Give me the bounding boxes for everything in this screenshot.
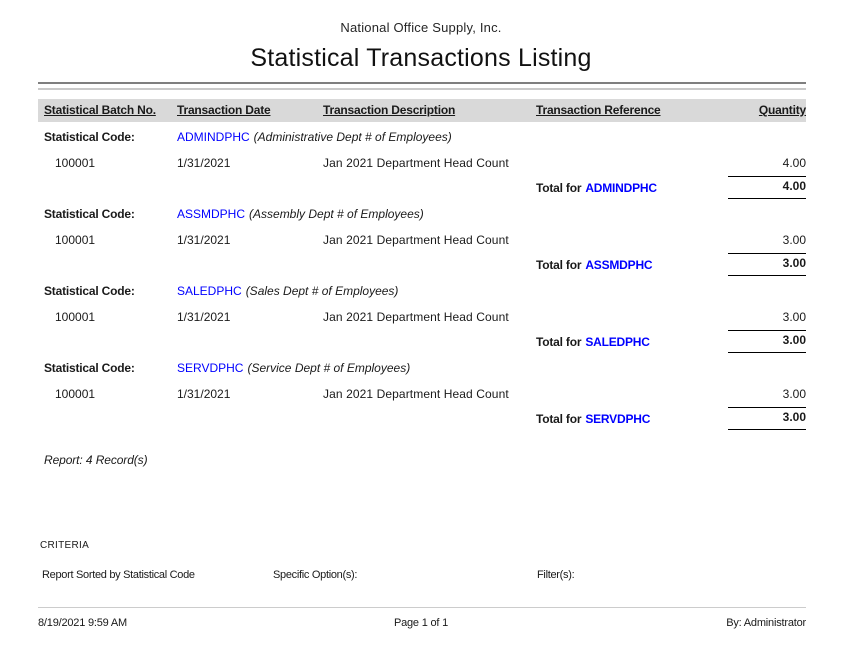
code-value <box>177 283 398 299</box>
transaction-date: 1/31/2021 <box>177 156 231 170</box>
total-quantity: 3.00 <box>728 254 806 276</box>
criteria-heading: CRITERIA <box>40 540 90 551</box>
transaction-date: 1/31/2021 <box>177 310 231 324</box>
total-code-id: ASSMDPHC <box>585 258 653 272</box>
column-header-band <box>38 99 806 122</box>
transaction-row <box>38 155 806 177</box>
transaction-row <box>38 309 806 331</box>
total-row <box>38 408 806 430</box>
transaction-description: Jan 2021 Department Head Count <box>323 387 509 401</box>
code-row <box>38 206 806 222</box>
code-description: (Service Dept # of Employees) <box>247 361 411 375</box>
code-label: Statistical Code: <box>44 130 135 144</box>
total-code-id: SALEDPHC <box>585 335 650 349</box>
company-name: National Office Supply, Inc. <box>340 20 502 35</box>
batch-number: 100001 <box>55 233 96 247</box>
transaction-row <box>38 232 806 254</box>
code-description: (Sales Dept # of Employees) <box>245 284 399 298</box>
column-header-date: Transaction Date <box>177 103 271 117</box>
transaction-description: Jan 2021 Department Head Count <box>323 310 509 324</box>
code-label: Statistical Code: <box>44 361 135 375</box>
top-rule-dark <box>38 82 806 84</box>
footer-datetime: 8/19/2021 9:59 AM <box>38 617 127 629</box>
batch-number: 100001 <box>55 156 96 170</box>
total-label: Total for SERVDPHC <box>536 412 651 426</box>
code-value <box>177 206 424 222</box>
footer-page-number: Page 1 of 1 <box>393 617 449 629</box>
criteria-specific-options: Specific Option(s): <box>273 569 358 581</box>
statistical-code-section <box>38 129 806 199</box>
batch-number: 100001 <box>55 310 96 324</box>
total-quantity: 3.00 <box>728 331 806 353</box>
transaction-row <box>38 386 806 408</box>
statistical-code-section <box>38 283 806 353</box>
transaction-description: Jan 2021 Department Head Count <box>323 156 509 170</box>
transaction-quantity: 3.00 <box>728 232 806 254</box>
top-rule-light <box>38 88 806 90</box>
code-id: ASSMDPHC <box>177 207 246 221</box>
total-label: Total for ASSMDPHC <box>536 258 653 272</box>
code-value <box>177 360 410 376</box>
code-label: Statistical Code: <box>44 284 135 298</box>
statistical-code-section <box>38 360 806 430</box>
total-label: Total for ADMINDPHC <box>536 181 657 195</box>
transaction-quantity: 3.00 <box>728 309 806 331</box>
total-row <box>38 331 806 353</box>
transaction-description: Jan 2021 Department Head Count <box>323 233 509 247</box>
code-label: Statistical Code: <box>44 207 135 221</box>
report-body <box>38 82 806 430</box>
column-header-quantity: Quantity <box>758 103 806 117</box>
total-quantity: 3.00 <box>728 408 806 430</box>
code-row <box>38 283 806 299</box>
footer-author: By: Administrator <box>726 617 806 629</box>
total-quantity: 4.00 <box>728 177 806 199</box>
column-header-batch: Statistical Batch No. <box>44 103 156 117</box>
record-count-summary: Report: 4 Record(s) <box>44 453 148 467</box>
total-row <box>38 254 806 276</box>
criteria-sorted-by: Report Sorted by Statistical Code <box>42 569 195 581</box>
total-label: Total for SALEDPHC <box>536 335 650 349</box>
code-id: SALEDPHC <box>177 284 242 298</box>
transaction-date: 1/31/2021 <box>177 387 231 401</box>
criteria-filters: Filter(s): <box>537 569 575 581</box>
code-id: SERVDPHC <box>177 361 244 375</box>
report-title: Statistical Transactions Listing <box>250 44 592 72</box>
footer-rule <box>38 607 806 608</box>
code-row <box>38 129 806 145</box>
code-id: ADMINDPHC <box>177 130 250 144</box>
total-code-id: SERVDPHC <box>585 412 651 426</box>
transaction-quantity: 4.00 <box>728 155 806 177</box>
code-row <box>38 360 806 376</box>
transaction-date: 1/31/2021 <box>177 233 231 247</box>
column-header-reference: Transaction Reference <box>536 103 661 117</box>
total-row <box>38 177 806 199</box>
column-header-description: Transaction Description <box>323 103 456 117</box>
statistical-code-section <box>38 206 806 276</box>
total-code-id: ADMINDPHC <box>585 181 657 195</box>
code-description: (Assembly Dept # of Employees) <box>249 207 424 221</box>
batch-number: 100001 <box>55 387 96 401</box>
transaction-quantity: 3.00 <box>728 386 806 408</box>
code-description: (Administrative Dept # of Employees) <box>253 130 452 144</box>
code-value <box>177 129 452 145</box>
